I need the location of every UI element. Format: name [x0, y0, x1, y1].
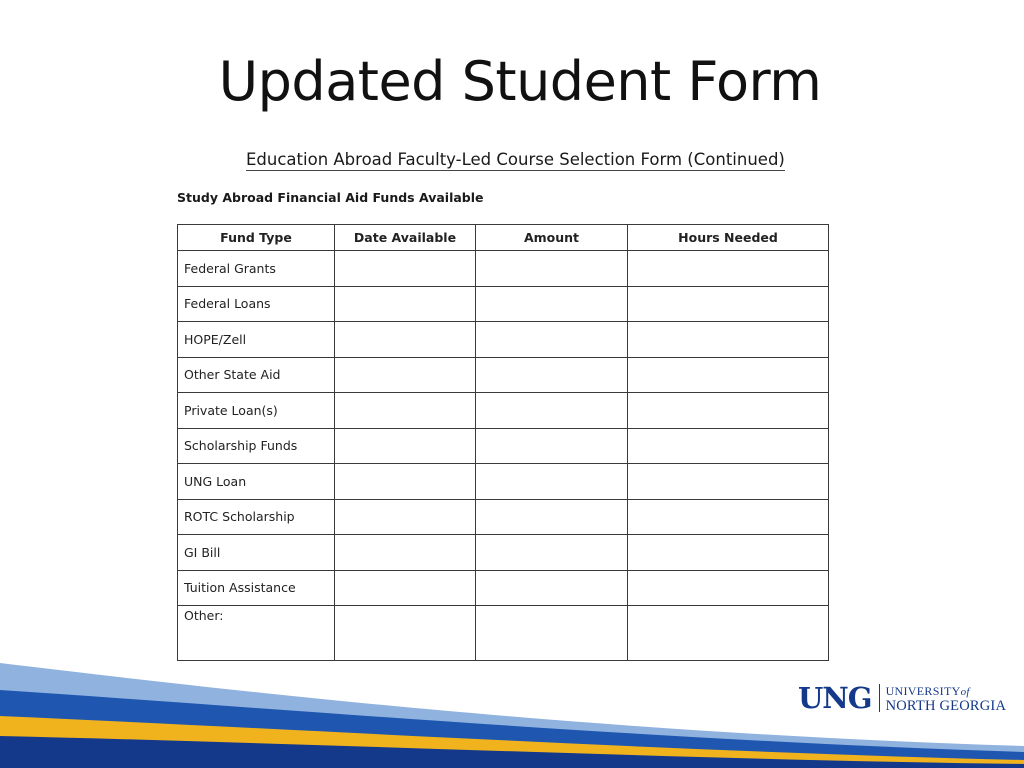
amount-cell[interactable]	[476, 464, 628, 500]
fund-type-cell: Scholarship Funds	[178, 428, 335, 464]
date-available-cell[interactable]	[335, 286, 476, 322]
table-header-row	[178, 225, 829, 251]
fund-type-cell: Tuition Assistance	[178, 570, 335, 606]
amount-cell[interactable]	[476, 393, 628, 429]
fund-type-cell: UNG Loan	[178, 464, 335, 500]
table-row	[178, 393, 829, 429]
fund-type-cell: Federal Grants	[178, 251, 335, 287]
fund-type-cell: ROTC Scholarship	[178, 499, 335, 535]
hours-needed-cell[interactable]	[628, 286, 829, 322]
fund-type-cell: Federal Loans	[178, 286, 335, 322]
fund-type-cell: GI Bill	[178, 535, 335, 571]
date-available-cell[interactable]	[335, 464, 476, 500]
section-label: Study Abroad Financial Aid Funds Available	[177, 190, 484, 205]
date-available-cell[interactable]	[335, 322, 476, 358]
amount-cell[interactable]	[476, 535, 628, 571]
amount-cell[interactable]	[476, 322, 628, 358]
table-row	[178, 499, 829, 535]
date-available-cell[interactable]	[335, 251, 476, 287]
table-row	[178, 464, 829, 500]
fund-type-cell: Other State Aid	[178, 357, 335, 393]
date-available-cell[interactable]	[335, 499, 476, 535]
date-available-cell[interactable]	[335, 535, 476, 571]
table-row	[178, 535, 829, 571]
logo-wordmark	[886, 684, 1007, 713]
hours-needed-cell[interactable]	[628, 570, 829, 606]
fund-type-cell: Other:	[178, 606, 335, 661]
amount-cell[interactable]	[476, 357, 628, 393]
fund-type-cell: HOPE/Zell	[178, 322, 335, 358]
column-header-fund-type: Fund Type	[178, 225, 335, 251]
logo-divider	[879, 684, 880, 712]
column-header-date-available: Date Available	[335, 225, 476, 251]
logo-mark: UNG	[798, 681, 872, 715]
form-heading: Education Abroad Faculty-Led Course Selection Form (Continued)	[246, 150, 785, 169]
table-row	[178, 570, 829, 606]
table-row	[178, 286, 829, 322]
date-available-cell[interactable]	[335, 357, 476, 393]
hours-needed-cell[interactable]	[628, 464, 829, 500]
hours-needed-cell[interactable]	[628, 393, 829, 429]
amount-cell[interactable]	[476, 251, 628, 287]
column-header-amount: Amount	[476, 225, 628, 251]
hours-needed-cell[interactable]	[628, 499, 829, 535]
financial-aid-table	[177, 224, 829, 661]
logo-line-1: UNIVERSITYof	[885, 683, 970, 698]
date-available-cell[interactable]	[335, 393, 476, 429]
amount-cell[interactable]	[476, 499, 628, 535]
date-available-cell[interactable]	[335, 428, 476, 464]
amount-cell[interactable]	[476, 286, 628, 322]
hours-needed-cell[interactable]	[628, 357, 829, 393]
table-row	[178, 322, 829, 358]
table-row	[178, 428, 829, 464]
amount-cell[interactable]	[476, 570, 628, 606]
hours-needed-cell[interactable]	[628, 251, 829, 287]
column-header-hours-needed: Hours Needed	[628, 225, 829, 251]
table-row	[178, 357, 829, 393]
hours-needed-cell[interactable]	[628, 535, 829, 571]
fund-type-cell: Private Loan(s)	[178, 393, 335, 429]
hours-needed-cell[interactable]	[628, 322, 829, 358]
date-available-cell[interactable]	[335, 570, 476, 606]
university-logo	[798, 683, 1006, 713]
amount-cell[interactable]	[476, 428, 628, 464]
slide-title: Updated Student Form	[218, 50, 822, 113]
logo-line-2: NORTH GEORGIA	[885, 697, 1007, 714]
table-row	[178, 251, 829, 287]
hours-needed-cell[interactable]	[628, 428, 829, 464]
